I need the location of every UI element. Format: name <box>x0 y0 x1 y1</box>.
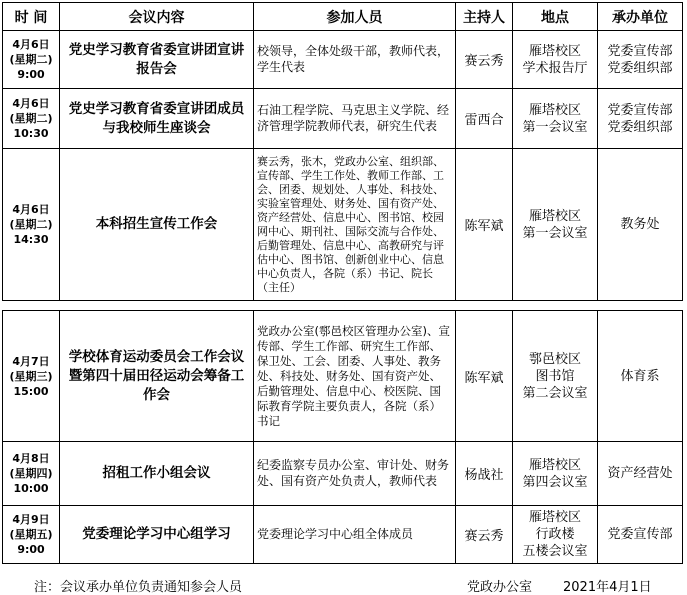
location-line: 第二会议室 <box>522 385 588 401</box>
meeting-row <box>3 149 683 301</box>
organizer-line: 党委宣传部 <box>607 43 673 59</box>
location-line: 图书馆 <box>535 368 575 384</box>
issuer: 党政办公室 <box>467 580 533 595</box>
meeting-date: 4月8日 <box>12 452 50 465</box>
meeting-organizer <box>598 442 683 506</box>
meeting-time: 10:30 <box>13 127 49 140</box>
meeting-time-cell <box>3 506 60 564</box>
meeting-topic: 本科招生宣传工作会 <box>60 149 254 301</box>
meeting-location <box>513 31 598 89</box>
meeting-date: 4月6日 <box>12 38 50 51</box>
organizer-line: 党委宣传部 <box>607 527 673 542</box>
location-line: 雁塔校区 <box>528 43 581 59</box>
location-line: 行政楼 <box>535 527 575 542</box>
meeting-location <box>513 89 598 149</box>
meeting-time-cell <box>3 89 60 149</box>
location-line: 鄠邑校区 <box>528 351 581 367</box>
organizer-line: 党委组织部 <box>607 119 673 135</box>
meeting-weekday: (星期二) <box>9 218 53 231</box>
meeting-participants: 赛云秀，张木，党政办公室、组织部、宣传部、学生工作处、教师工作部、工会、团委、规划处、人事处、科技处、实验室管理处、财务处、国有资产处、资产经营处、信息中心、图书馆、校园网中心、期刊社、国际交流与合作处、后勤管理处、信息中心、高教研究与评估中心、图书馆、创新创业中心、信息中心负责人，各院（系）书记、院长（主任） <box>254 149 456 301</box>
schedule-table-part-2 <box>2 310 683 564</box>
meeting-organizer <box>598 149 683 301</box>
meeting-location <box>513 149 598 301</box>
meeting-weekday: (星期二) <box>9 53 53 66</box>
meeting-topic: 学校体育运动委员会工作会议暨第四十届田径运动会筹备工作会 <box>60 311 254 442</box>
meeting-time-cell <box>3 149 60 301</box>
meeting-weekday: (星期四) <box>9 467 53 480</box>
organizer-line: 体育系 <box>620 368 660 384</box>
meeting-weekday: (星期五) <box>9 528 53 541</box>
meeting-date: 4月6日 <box>12 203 50 216</box>
organizer-line: 教务处 <box>620 217 660 232</box>
meeting-location <box>513 442 598 506</box>
meeting-organizer <box>598 506 683 564</box>
header-organizer: 承办单位 <box>598 3 683 31</box>
location-line: 五楼会议室 <box>522 544 588 559</box>
meeting-host: 陈军斌 <box>456 149 513 301</box>
meeting-host: 雷西合 <box>456 89 513 149</box>
meeting-row <box>3 506 683 564</box>
location-line: 第一会议室 <box>522 225 588 241</box>
meeting-topic: 招租工作小组会议 <box>60 442 254 506</box>
header-location: 地点 <box>513 3 598 31</box>
meeting-topic: 党史学习教育省委宣讲团宣讲报告会 <box>60 31 254 89</box>
location-line: 第一会议室 <box>522 119 588 135</box>
header-participants: 参加人员 <box>254 3 456 31</box>
schedule-table-part-1 <box>2 2 683 301</box>
organizer-line: 党委宣传部 <box>607 102 673 118</box>
meeting-topic: 党史学习教育省委宣讲团成员与我校师生座谈会 <box>60 89 254 149</box>
meeting-time: 9:00 <box>17 68 45 81</box>
header-time: 时 间 <box>3 3 60 31</box>
meeting-location <box>513 506 598 564</box>
meeting-time-cell <box>3 442 60 506</box>
meeting-organizer <box>598 31 683 89</box>
meeting-time-cell <box>3 311 60 442</box>
location-line: 学术报告厅 <box>522 60 588 76</box>
meeting-participants: 纪委监察专员办公室、审计处、财务处、国有资产处负责人，教师代表 <box>254 442 456 506</box>
meeting-host: 赛云秀 <box>456 31 513 89</box>
meeting-time: 9:00 <box>17 543 45 556</box>
issue-date: 2021年4月1日 <box>563 580 652 595</box>
meeting-date: 4月9日 <box>12 513 50 526</box>
meeting-time: 14:30 <box>13 233 49 246</box>
meeting-organizer <box>598 311 683 442</box>
organizer-line: 资产经营处 <box>607 466 673 481</box>
meeting-date: 4月7日 <box>12 354 50 368</box>
meeting-time-cell <box>3 31 60 89</box>
meeting-row <box>3 31 683 89</box>
header-topic: 会议内容 <box>60 3 254 31</box>
location-line: 雁塔校区 <box>528 102 581 118</box>
meeting-host: 赛云秀 <box>456 506 513 564</box>
meeting-participants: 党政办公室(鄠邑校区管理办公室)、宣传部、学生工作部、研究生工作部、保卫处、工会、团委、人事处、教务处、科技处、财务处、国有资产处、后勤管理处、信息中心、校医院、国际教育学院主要负责人，各院（系）书记 <box>254 311 456 442</box>
header-row <box>3 3 683 31</box>
organizer-line: 党委组织部 <box>607 60 673 76</box>
meeting-host: 杨战社 <box>456 442 513 506</box>
footer-note: 注：会议承办单位负责通知参会人员 <box>34 580 243 595</box>
footer <box>0 574 687 594</box>
meeting-participants: 党委理论学习中心组全体成员 <box>254 506 456 564</box>
meeting-row <box>3 442 683 506</box>
meeting-time: 15:00 <box>13 384 49 398</box>
meeting-participants: 校领导，全体处级干部，教师代表，学生代表 <box>254 31 456 89</box>
meeting-host: 陈军斌 <box>456 311 513 442</box>
location-line: 雁塔校区 <box>528 457 581 473</box>
meeting-weekday: (星期三) <box>9 369 53 383</box>
header-host: 主持人 <box>456 3 513 31</box>
location-line: 第四会议室 <box>522 474 588 490</box>
meeting-row <box>3 311 683 442</box>
meeting-date: 4月6日 <box>12 97 50 110</box>
meeting-time: 10:00 <box>13 482 49 495</box>
meeting-row <box>3 89 683 149</box>
meeting-participants: 石油工程学院、马克思主义学院、经济管理学院教师代表，研究生代表 <box>254 89 456 149</box>
location-line: 雁塔校区 <box>528 208 581 224</box>
meeting-weekday: (星期二) <box>9 112 53 125</box>
meeting-topic: 党委理论学习中心组学习 <box>60 506 254 564</box>
meeting-organizer <box>598 89 683 149</box>
meeting-location <box>513 311 598 442</box>
location-line: 雁塔校区 <box>528 510 581 525</box>
